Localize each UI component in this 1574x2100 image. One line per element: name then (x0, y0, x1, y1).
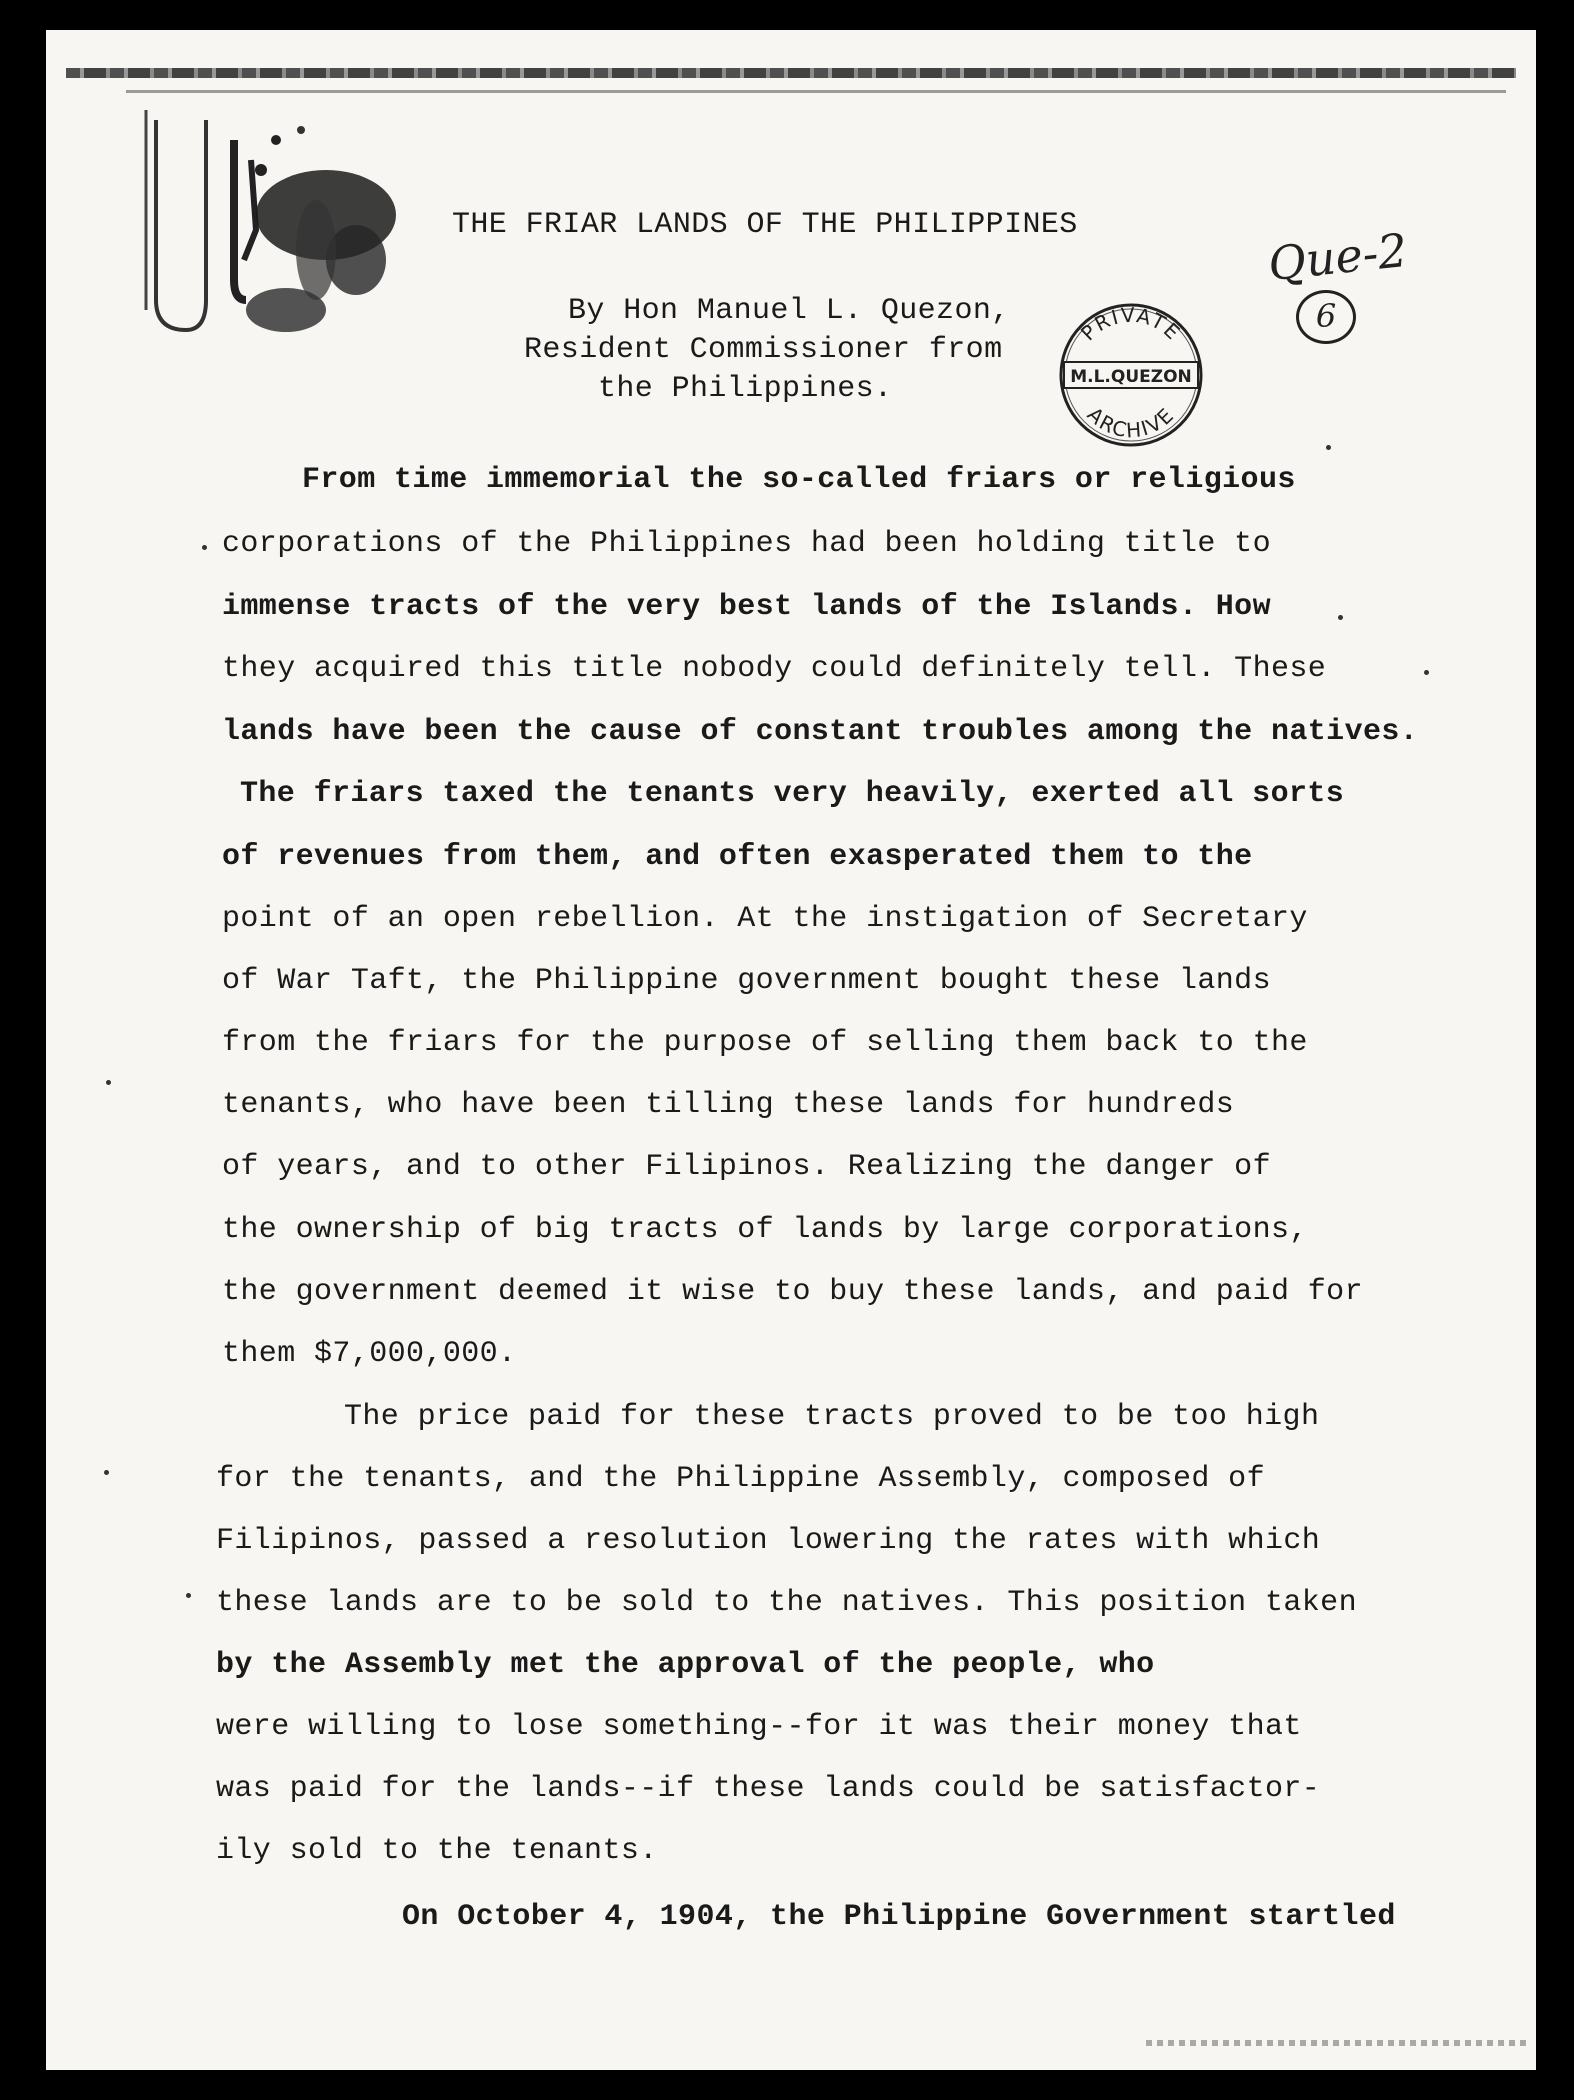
body-line: from the friars for the purpose of selling them back to the (222, 1026, 1308, 1060)
private-archive-stamp (1056, 300, 1206, 450)
body-line: by the Assembly met the approval of the people, who (216, 1648, 1155, 1682)
byline (524, 292, 1010, 409)
body-line: From time immemorial the so-called friars or religious (302, 463, 1296, 497)
body-line: they acquired this title nobody could definitely tell. These (222, 652, 1327, 686)
byline-line: Resident Commissioner from (524, 333, 1003, 367)
binder-clip-ink-blot (116, 100, 416, 360)
paper-speck (104, 1470, 109, 1475)
stamp-middle-text: M.L.QUEZON (1070, 367, 1192, 387)
page-edge-line (126, 90, 1506, 93)
body-line: was paid for the lands--if these lands could be satisfactor- (216, 1772, 1321, 1806)
page-top-edge (66, 68, 1516, 78)
body-line: were willing to lose something--for it was their money that (216, 1710, 1302, 1744)
body-line: the ownership of big tracts of lands by large corporations, (222, 1213, 1308, 1247)
paper-speck (106, 1080, 111, 1085)
body-line: Filipinos, passed a resolution lowering the rates with which (216, 1524, 1321, 1558)
stamp-bottom-text: ARCHIVE (1082, 402, 1180, 443)
body-line: point of an open rebellion. At the instigation of Secretary (222, 902, 1308, 936)
byline-line: the Philippines. (598, 372, 893, 406)
handwritten-number: 6 (1296, 290, 1356, 344)
body-line: of revenues from them, and often exasperated them to the (222, 840, 1253, 874)
body-line: the government deemed it wise to buy these lands, and paid for (222, 1275, 1363, 1309)
paper-speck (1338, 615, 1343, 620)
body-line: of years, and to other Filipinos. Realizing the danger of (222, 1150, 1271, 1184)
body-line: immense tracts of the very best lands of the Islands. How (222, 590, 1271, 624)
body-line: lands have been the cause of constant troubles among the natives. (222, 715, 1419, 749)
body-line: for the tenants, and the Philippine Assembly, composed of (216, 1462, 1265, 1496)
paper-speck (1326, 445, 1331, 450)
body-line: ily sold to the tenants. (216, 1834, 658, 1868)
paper-speck (1424, 670, 1429, 675)
body-line: On October 4, 1904, the Philippine Government startled (402, 1900, 1396, 1934)
body-line: The price paid for these tracts proved to be too high (344, 1400, 1320, 1434)
body-line: tenants, who have been tilling these lands for hundreds (222, 1088, 1235, 1122)
document-page (46, 30, 1536, 2070)
body-line: The friars taxed the tenants very heavily, exerted all sorts (240, 777, 1345, 811)
paper-speck (202, 545, 207, 550)
byline-line: By Hon Manuel L. Quezon, (568, 294, 1010, 328)
stamp-top-text: PRIVATE (1075, 302, 1186, 346)
body-line: these lands are to be sold to the natives. This position taken (216, 1586, 1357, 1620)
body-line: them $7,000,000. (222, 1337, 517, 1371)
body-line: of War Taft, the Philippine government bought these lands (222, 964, 1271, 998)
body-line: corporations of the Philippines had been holding title to (222, 527, 1271, 561)
svg-text:PRIVATE (1076, 303, 1186, 346)
document-title: THE FRIAR LANDS OF THE PHILIPPINES (452, 208, 1078, 242)
paper-speck (186, 1593, 191, 1598)
handwritten-reference: Que-2 (1265, 222, 1410, 292)
page-bottom-edge (1146, 2040, 1526, 2046)
